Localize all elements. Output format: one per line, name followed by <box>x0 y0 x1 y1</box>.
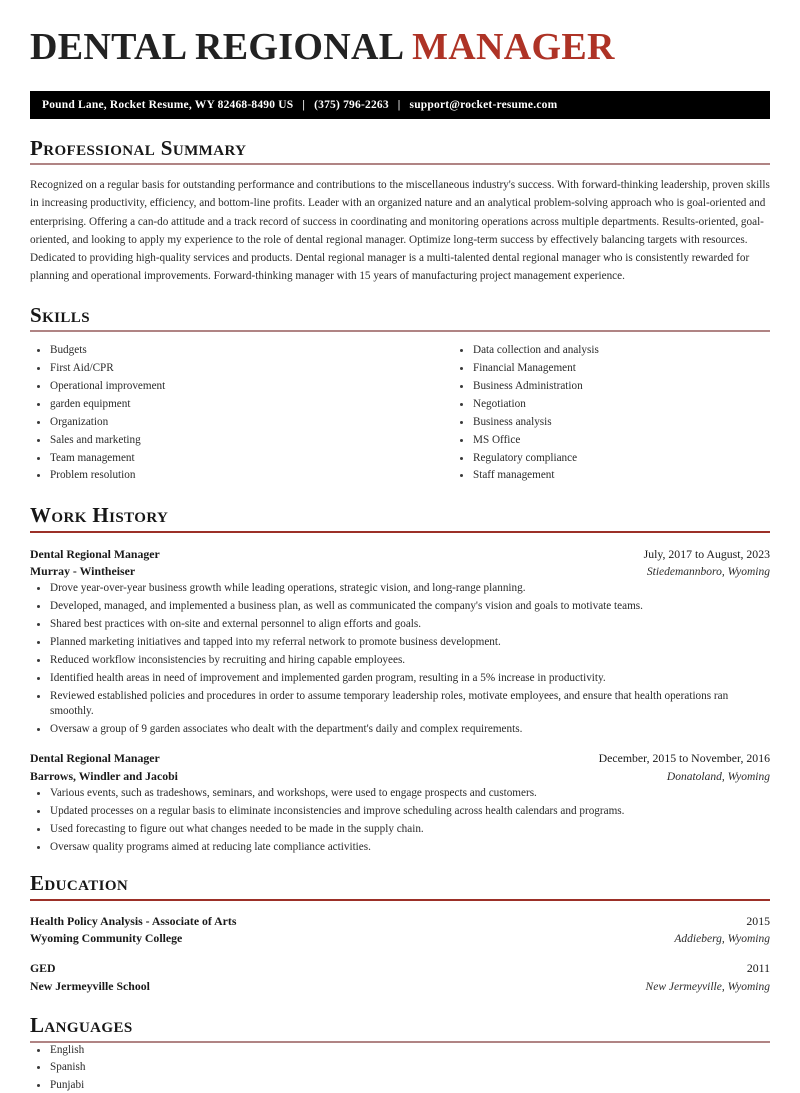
contact-separator: | <box>293 99 314 111</box>
education-entry <box>30 913 770 949</box>
work-history-entry <box>30 546 770 737</box>
degree-name: Health Policy Analysis - Associate of Arts <box>30 913 236 931</box>
list-item: Budgets <box>30 343 400 358</box>
work-history-entry <box>30 750 770 855</box>
list-item: Data collection and analysis <box>453 343 770 358</box>
entry-row <box>30 768 770 786</box>
list-item: Staff management <box>453 468 770 483</box>
skills-list-left <box>30 343 400 484</box>
list-item: Reduced workflow inconsistencies by recruiting and hiring capable employees. <box>30 653 770 668</box>
contact-phone[interactable]: (375) 796-2263 <box>314 99 389 111</box>
job-title: Dental Regional Manager <box>30 750 160 768</box>
section-divider <box>30 899 770 901</box>
skills-columns <box>30 343 770 487</box>
contact-email[interactable]: support@rocket-resume.com <box>410 99 558 111</box>
list-item: Reviewed established policies and procedures in order to assume temporary leadership roles, motivate employees, and ensure that health operations ran smoothly. <box>30 689 770 719</box>
entry-row <box>30 913 770 931</box>
list-item: Operational improvement <box>30 379 400 394</box>
languages-list <box>30 1043 770 1093</box>
company-name: Murray - Wintheiser <box>30 563 135 581</box>
education-entries <box>30 913 770 997</box>
list-item: Planned marketing initiatives and tapped into my referral network to promote business development. <box>30 635 770 650</box>
professional-summary-text: Recognized on a regular basis for outstanding performance and contributions to the miscellaneous industry's success. With forward-thinking leadership, proven skills in increasing productivity, efficiency, and bottom-line profits. Leader with an organized nature and an analytical problem-solving approach who is goal-oriented and enterprising. Offering a can-do attitude and a track record of success in coordinating and monitoring operations across multiple departments. Results-oriented, goal-oriented, and looking to apply my experience to the role of dental regional manager. Optimize long-term success by effectively balancing targets with resources. Dedicated to providing high-quality services and products. Dental regional manager is a multi-talented dental regional manager who is consistently rewarded for planning and operational improvements. Forward-thinking manager with 15 years of manufacturing project management experience. <box>30 176 770 286</box>
list-item: Organization <box>30 415 400 430</box>
section-divider <box>30 531 770 533</box>
list-item: Team management <box>30 451 400 466</box>
list-item: English <box>30 1043 770 1058</box>
list-item: MS Office <box>453 433 770 448</box>
company-name: Barrows, Windler and Jacobi <box>30 768 178 786</box>
school-name: Wyoming Community College <box>30 930 182 948</box>
contact-address: Pound Lane, Rocket Resume, WY 82468-8490 US <box>42 99 293 111</box>
entry-row <box>30 563 770 581</box>
job-location: Donatoland, Wyoming <box>667 769 770 786</box>
job-location: Stiedemannboro, Wyoming <box>647 564 770 581</box>
list-item: Shared best practices with on-site and external personnel to align efforts and goals. <box>30 617 770 632</box>
job-dates: December, 2015 to November, 2016 <box>599 750 770 768</box>
list-item: Business analysis <box>453 415 770 430</box>
list-item: Problem resolution <box>30 468 400 483</box>
page-title <box>30 0 770 66</box>
section-education <box>30 872 770 996</box>
degree-name: GED <box>30 960 56 978</box>
section-skills <box>30 304 770 487</box>
list-item: Developed, managed, and implemented a business plan, as well as communicated the company's vision and goals to motivate teams. <box>30 599 770 614</box>
page-title-accent: MANAGER <box>412 26 615 68</box>
skills-list-right <box>453 343 770 484</box>
education-year: 2015 <box>746 913 770 931</box>
work-history-entries <box>30 546 770 855</box>
list-item: Business Administration <box>453 379 770 394</box>
education-year: 2011 <box>747 960 770 978</box>
section-heading-education: Education <box>30 872 770 898</box>
list-item: Drove year-over-year business growth while leading operations, strategic vision, and long-range planning. <box>30 581 770 596</box>
list-item: Spanish <box>30 1060 770 1075</box>
section-work-history <box>30 504 770 854</box>
list-item: First Aid/CPR <box>30 361 400 376</box>
page-title-primary: DENTAL REGIONAL <box>30 26 412 68</box>
school-location: Addieberg, Wyoming <box>674 931 770 948</box>
entry-row <box>30 930 770 948</box>
section-heading-work-history: Work History <box>30 504 770 530</box>
list-item: Updated processes on a regular basis to eliminate inconsistencies and improve scheduling across health calendars and programs. <box>30 804 770 819</box>
section-divider <box>30 163 770 165</box>
section-heading-professional-summary: Professional Summary <box>30 137 770 163</box>
education-entry <box>30 960 770 996</box>
list-item: Punjabi <box>30 1078 770 1093</box>
list-item: Negotiation <box>453 397 770 412</box>
school-location: New Jermeyville, Wyoming <box>646 979 770 996</box>
list-item: Regulatory compliance <box>453 451 770 466</box>
list-item: Identified health areas in need of improvement and implemented garden program, resulting in a 5% increase in productivity. <box>30 671 770 686</box>
section-heading-skills: Skills <box>30 304 770 330</box>
job-title: Dental Regional Manager <box>30 546 160 564</box>
contact-separator: | <box>389 99 410 111</box>
skills-column-left <box>30 343 400 487</box>
list-item: Used forecasting to figure out what changes needed to be made in the supply chain. <box>30 822 770 837</box>
entry-row <box>30 960 770 978</box>
entry-row <box>30 546 770 564</box>
entry-row <box>30 750 770 768</box>
job-dates: July, 2017 to August, 2023 <box>644 546 770 564</box>
list-item: Oversaw quality programs aimed at reducing late compliance activities. <box>30 840 770 855</box>
section-divider <box>30 330 770 332</box>
school-name: New Jermeyville School <box>30 978 150 996</box>
skills-column-right <box>400 343 770 487</box>
contact-bar <box>30 91 770 119</box>
list-item: Oversaw a group of 9 garden associates who dealt with the department's daily and complex requirements. <box>30 722 770 737</box>
section-heading-languages: Languages <box>30 1014 770 1040</box>
list-item: garden equipment <box>30 397 400 412</box>
section-languages <box>30 1014 770 1093</box>
list-item: Sales and marketing <box>30 433 400 448</box>
section-professional-summary <box>30 137 770 286</box>
job-responsibilities-list <box>30 786 770 855</box>
list-item: Financial Management <box>453 361 770 376</box>
job-responsibilities-list <box>30 581 770 736</box>
entry-row <box>30 978 770 996</box>
list-item: Various events, such as tradeshows, seminars, and workshops, were used to engage prospects and customers. <box>30 786 770 801</box>
